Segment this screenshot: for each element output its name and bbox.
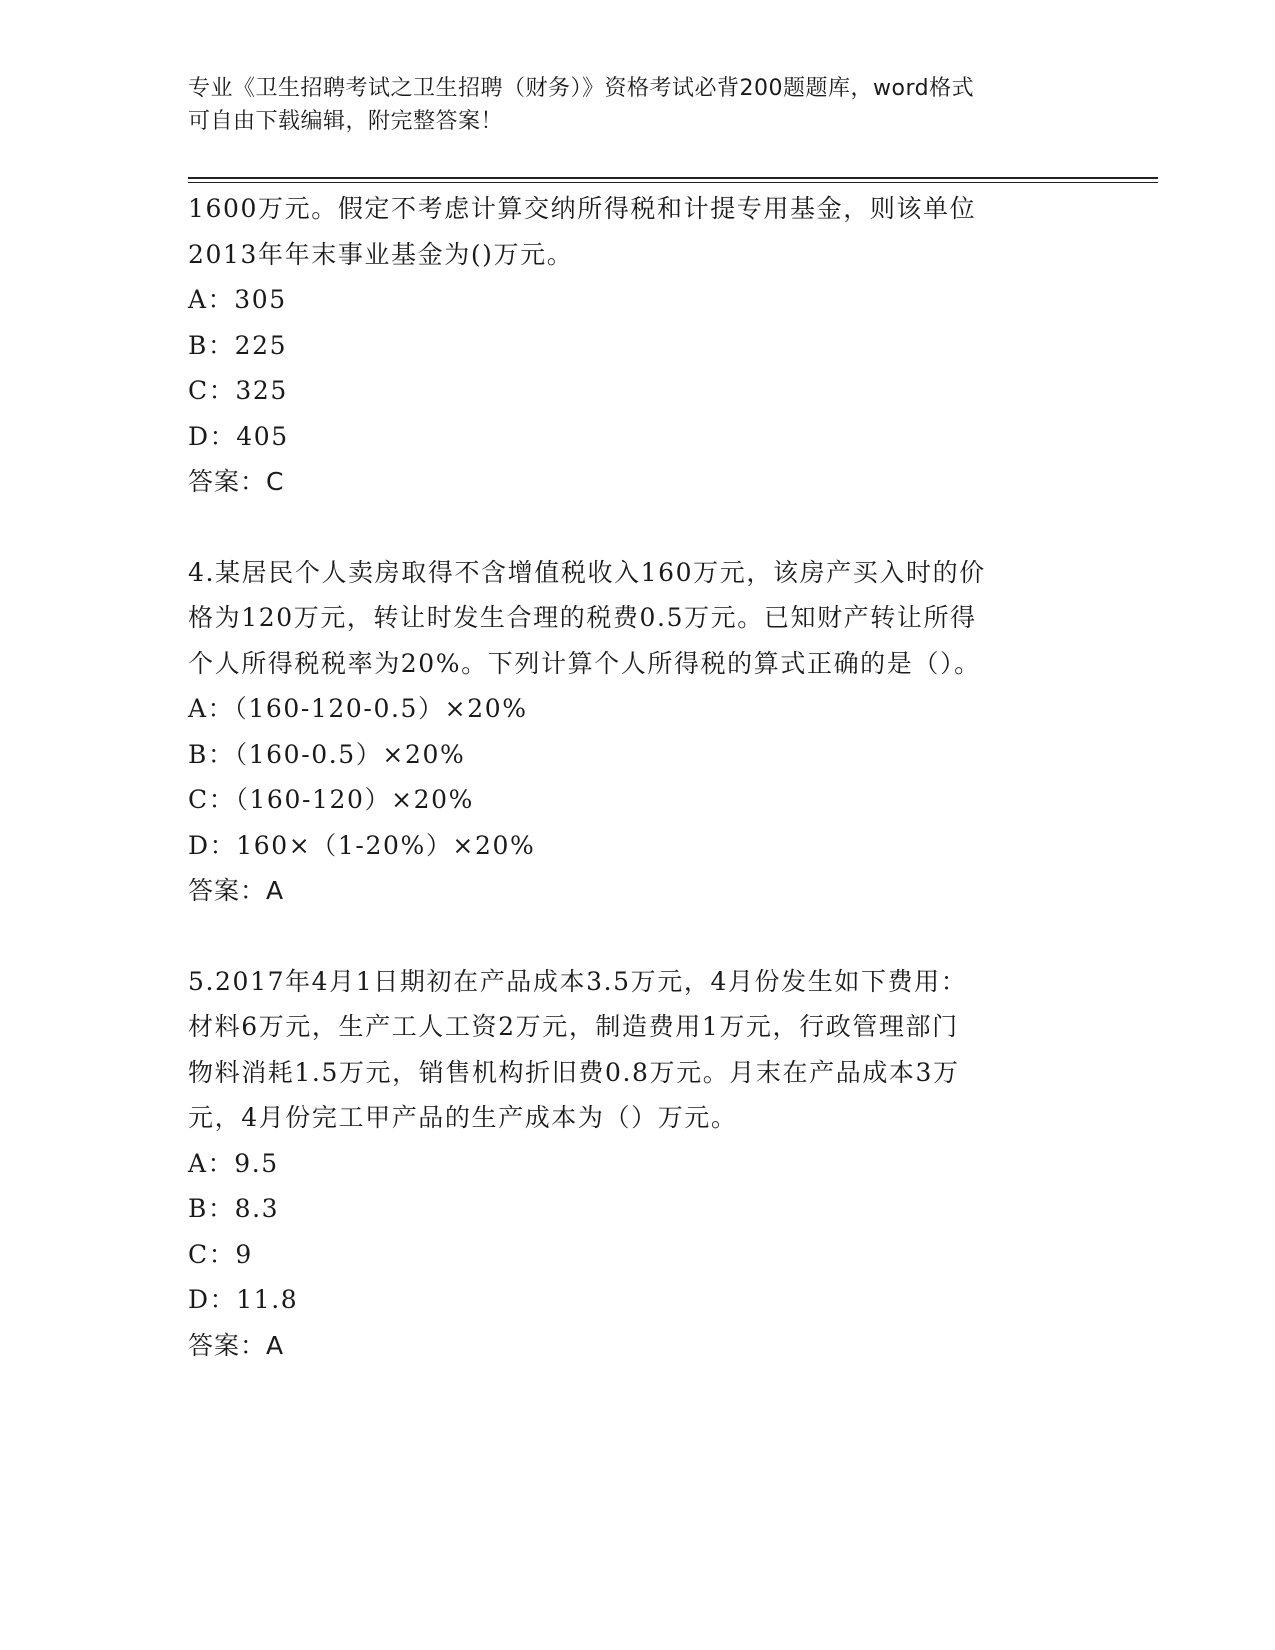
question-5: [188, 959, 1088, 1369]
question-stem-line: 物料消耗1.5万元，销售机构折旧费0.8万元。月末在产品成本3万: [188, 1057, 960, 1087]
header-divider-thin: [188, 182, 1158, 183]
document-header: [188, 72, 1068, 138]
header-divider-thick: [188, 177, 1158, 179]
question-stem-line: 元，4月份完工甲产品的生产成本为（）万元。: [188, 1103, 738, 1132]
option-b: B：（160-0.5）×20%: [188, 739, 466, 769]
answer-label: 答案：A: [188, 876, 285, 905]
header-title-line-1: 专业《卫生招聘考试之卫生招聘（财务）》资格考试必背200题题库，word格式: [188, 76, 975, 101]
option-b: B：225: [188, 330, 288, 360]
spacer: [188, 505, 1088, 550]
option-b: B：8.3: [188, 1194, 280, 1223]
option-d: D：160×（1-20%）×20%: [188, 830, 536, 860]
question-stem-line: 2013年年末事业基金为()万元。: [188, 239, 574, 269]
option-c: C：（160-120）×20%: [188, 785, 475, 814]
question-4: [188, 550, 1088, 914]
answer-label: 答案：C: [188, 467, 285, 496]
spacer: [188, 914, 1088, 959]
document-body: [188, 186, 1088, 1368]
option-c: C：325: [188, 376, 288, 405]
question-3: [188, 186, 1088, 505]
option-a: A：（160-120-0.5）×20%: [188, 694, 528, 723]
header-title-line-2: 可自由下载编辑，附完整答案！: [188, 109, 504, 134]
answer-label: 答案：A: [188, 1330, 285, 1360]
option-a: A：9.5: [188, 1148, 279, 1178]
question-stem-line: 1600万元。假定不考虑计算交纳所得税和计提专用基金，则该单位: [188, 194, 977, 223]
option-c: C：9: [188, 1239, 253, 1269]
question-stem-line: 4.某居民个人卖房取得不含增值税收入160万元，该房产买入时的价: [188, 557, 986, 587]
option-d: D：11.8: [188, 1285, 299, 1314]
question-stem-line: 格为120万元，转让时发生合理的税费0.5万元。已知财产转让所得: [188, 603, 977, 632]
question-stem-line: 个人所得税税率为20%。下列计算个人所得税的算式正确的是（）。: [188, 648, 981, 678]
option-d: D：405: [188, 421, 289, 451]
option-a: A：305: [188, 285, 287, 314]
question-stem-line: 材料6万元，生产工人工资2万元，制造费用1万元，行政管理部门: [188, 1012, 959, 1041]
question-stem-line: 5.2017年4月1日期初在产品成本3.5万元，4月份发生如下费用：: [188, 966, 968, 996]
